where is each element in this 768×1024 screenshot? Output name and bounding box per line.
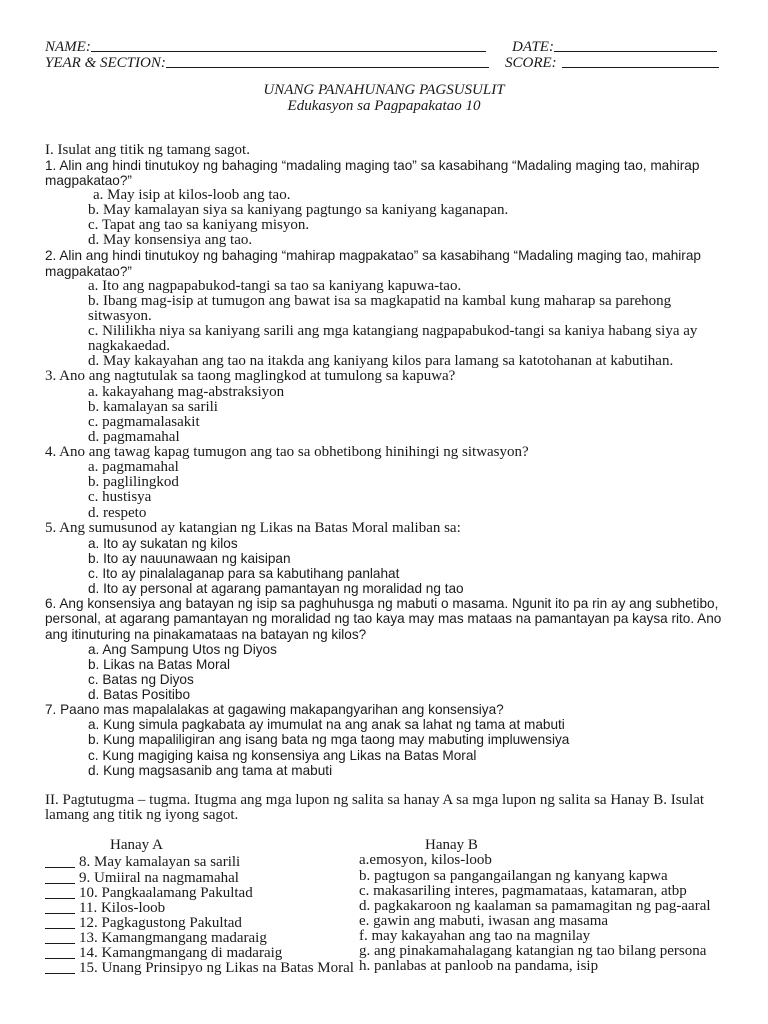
column-a-text: 8. May kamalayan sa sarili xyxy=(79,854,241,871)
matching-row xyxy=(45,869,750,884)
choice-c-continuation: nagkakaedad. xyxy=(88,338,171,355)
choice-a: a. Ito ay sukatan ng kilos xyxy=(88,535,238,551)
choice-b: b. Ito ay nauunawaan ng kaisipan xyxy=(88,550,291,566)
choice-d: d. Ito ay personal at agarang pamantayan ng moralidad ng tao xyxy=(88,581,464,597)
date-field xyxy=(512,38,717,55)
question-2 xyxy=(45,248,750,369)
choice-b: b. paglilingkod xyxy=(88,474,179,491)
column-a-text: 12. Pagkagustong Pakultad xyxy=(79,914,242,931)
choice-c: c. Ito ay pinalalaganap para sa kabutihang panlahat xyxy=(88,566,400,581)
column-b-item: g. ang pinakamahalagang katangian ng tao bilang persona xyxy=(359,943,707,960)
choice-c: c. Tapat ang tao sa kaniyang misyon. xyxy=(88,217,310,234)
question-stem: 5. Ang sumusunod ay katangian ng Likas na Batas Moral maliban sa: xyxy=(45,519,461,536)
header-row-2 xyxy=(0,54,768,70)
matching-row xyxy=(45,943,750,962)
column-a-title: Hanay A xyxy=(110,837,163,854)
choice-c: c. Batas ng Diyos xyxy=(88,671,194,687)
matching-row xyxy=(45,914,750,929)
column-b-item: a.emosyon, kilos-loob xyxy=(359,852,492,869)
spacer xyxy=(45,778,750,793)
date-blank xyxy=(554,39,717,52)
choice-d: d. pagmamahal xyxy=(88,428,180,445)
choice-b: b. Kung mapaliligiran ang isang bata ng mga taong may mabuting impluwensiya xyxy=(88,732,570,748)
part1-instruction: I. Isulat ang titik ng tamang sagot. xyxy=(45,141,250,158)
column-a-text: 10. Pangkaalamang Pakultad xyxy=(79,884,253,901)
year-section-field xyxy=(45,54,489,71)
choice-c: c. Kung magiging kaisa ng konsensiya ang Likas na Batas Moral xyxy=(88,747,477,763)
column-b-item: c. makasariling interes, pagmamataas, katamaran, atbp xyxy=(359,882,687,899)
score-field xyxy=(505,54,719,71)
subject-title: Edukasyon sa Pagpapakatao 10 xyxy=(287,98,481,114)
choice-a: a. kakayahang mag-abstraksiyon xyxy=(88,383,285,400)
header-row-1 xyxy=(0,38,768,54)
exam-title: UNANG PANAHUNANG PAGSUSULIT xyxy=(263,82,505,98)
choice-d: d. May konsensiya ang tao. xyxy=(88,232,253,249)
question-3 xyxy=(45,369,750,445)
exam-body xyxy=(45,143,750,975)
choice-a: a. pagmamahal xyxy=(88,459,179,476)
choice-b: b. Likas na Batas Moral xyxy=(88,656,231,672)
date-label: DATE: xyxy=(512,39,554,55)
answer-blank xyxy=(45,855,75,868)
question-stem: 2. Alin ang hindi tinutukoy ng bahaging “mahirap magpakatao” sa kasabihang “Madaling maging tao, mahirap xyxy=(45,248,701,264)
question-stem: 1. Alin ang hindi tinutukoy ng bahaging “madaling maging tao” sa kasabihang “Madaling maging tao, mahirap xyxy=(45,157,700,173)
part2-instruction-line: II. Pagtutugma – tugma. Itugma ang mga lupon ng salita sa hanay A sa mga lupon ng salita sa Hanay B. Isulat xyxy=(45,791,705,808)
question-stem: 6. Ang konsensiya ang batayan ng isip sa paghuhusga ng mabuti o masama. Ngunit ito pa rin ay ang subhetibo, xyxy=(45,596,719,612)
answer-blank xyxy=(45,946,75,959)
choice-c: c. pagmamalasakit xyxy=(88,413,200,430)
part2-instruction xyxy=(45,793,750,823)
column-a-text: 11. Kilos-loob xyxy=(79,899,166,916)
choice-b-continuation: sitwasyon. xyxy=(88,307,152,324)
choice-a: a. May isip at kilos-loob ang tao. xyxy=(93,186,291,203)
question-stem: 4. Ano ang tawag kapag tumugon ang tao sa obhetibong hinihingi ng sitwasyon? xyxy=(45,444,529,460)
choice-c: c. hustisya xyxy=(88,489,152,506)
choice-d: d. May kakayahan ang tao na itakda ang kaniyang kilos para lamang sa katotohanan at kabutihan. xyxy=(88,353,674,370)
score-blank xyxy=(562,55,719,68)
choice-b: b. kamalayan sa sarili xyxy=(88,398,218,415)
column-b-item: h. panlabas at panloob na pandama, isip xyxy=(359,958,599,975)
choice-b: b. May kamalayan siya sa kaniyang pagtungo sa kaniyang kaganapan. xyxy=(88,202,509,218)
question-stem-continuation: magpakatao?” xyxy=(45,172,132,188)
year-section-label: YEAR & SECTION: xyxy=(45,55,166,71)
name-blank xyxy=(91,39,486,52)
answer-blank xyxy=(45,886,75,899)
choice-d: d. respeto xyxy=(88,504,147,521)
score-label: SCORE: xyxy=(505,55,557,71)
choice-b: b. Ibang mag-isip at tumugon ang bawat isa sa magkapatid na kambal kung maharap sa parehong xyxy=(88,292,672,309)
question-stem: 3. Ano ang nagtutulak sa taong maglingkod at tumulong sa kapuwa? xyxy=(45,368,456,385)
choice-a: a. Kung simula pagkabata ay imumulat na ang anak sa lahat ng tama at mabuti xyxy=(88,717,565,733)
column-b-title: Hanay B xyxy=(425,837,478,854)
answer-blank xyxy=(45,931,75,944)
part2-instruction-line: lamang ang titik ng iyong sagot. xyxy=(45,807,239,823)
name-label: NAME: xyxy=(45,39,91,55)
question-stem: 7. Paano mas mapalalakas at gagawing makapangyarihan ang konsensiya? xyxy=(45,702,504,718)
question-7 xyxy=(45,702,750,778)
choice-a: a. Ang Sampung Utos ng Diyos xyxy=(88,641,277,657)
question-4 xyxy=(45,445,750,521)
matching-row xyxy=(45,884,750,899)
question-stem-continuation: ang itinuturing na pinakamataas na batayan ng kilos? xyxy=(45,626,367,642)
column-a-item xyxy=(45,959,354,976)
answer-blank xyxy=(45,871,75,884)
matching-headers xyxy=(45,838,750,853)
question-1 xyxy=(45,158,750,249)
column-a-text: 15. Unang Prinsipyo ng Likas na Batas Moral xyxy=(79,960,354,977)
column-a-text: 9. Umiiral na nagmamahal xyxy=(79,869,239,886)
question-5 xyxy=(45,521,750,597)
column-b-item: d. pagkakaroon ng kaalaman sa pamamagitan ng pag-aaral xyxy=(359,897,711,914)
matching-row xyxy=(45,852,750,871)
question-stem-continuation: magpakatao?” xyxy=(45,263,132,279)
column-a-text: 14. Kamangmangang di madaraig xyxy=(79,945,283,962)
column-a-text: 13. Kamangmangang madaraig xyxy=(79,930,267,946)
name-field xyxy=(45,38,486,55)
choice-d: d. Batas Positibo xyxy=(88,687,191,702)
column-b-item: b. pagtugon sa pangangailangan ng kanyang kapwa xyxy=(359,867,668,884)
choice-c: c. Nililikha niya sa kaniyang sarili ang mga katangiang nagpapabukod-tangi sa kaniya habang siya ay xyxy=(88,323,698,339)
column-b-item: f. may kakayahan ang tao na magnilay xyxy=(359,928,591,944)
matching-row xyxy=(45,899,750,914)
choice-a: a. Ito ang nagpapabukod-tangi sa tao sa kaniyang kapuwa-tao. xyxy=(88,277,462,294)
year-section-blank xyxy=(166,55,489,68)
question-stem-continuation: personal, at agarang pamantayan ng moralidad ng tao kaya may mas mataas na pamantayan pa kaysa rito. Ano xyxy=(45,611,722,627)
matching-row xyxy=(45,958,750,977)
spacer xyxy=(45,823,750,838)
question-6 xyxy=(45,596,750,702)
answer-blank xyxy=(45,901,75,914)
answer-blank xyxy=(45,916,75,929)
choice-d: d. Kung magsasanib ang tama at mabuti xyxy=(88,762,333,778)
column-b-item: e. gawin ang mabuti, iwasan ang masama xyxy=(359,912,609,929)
answer-blank xyxy=(45,961,75,974)
matching-row xyxy=(45,929,750,944)
